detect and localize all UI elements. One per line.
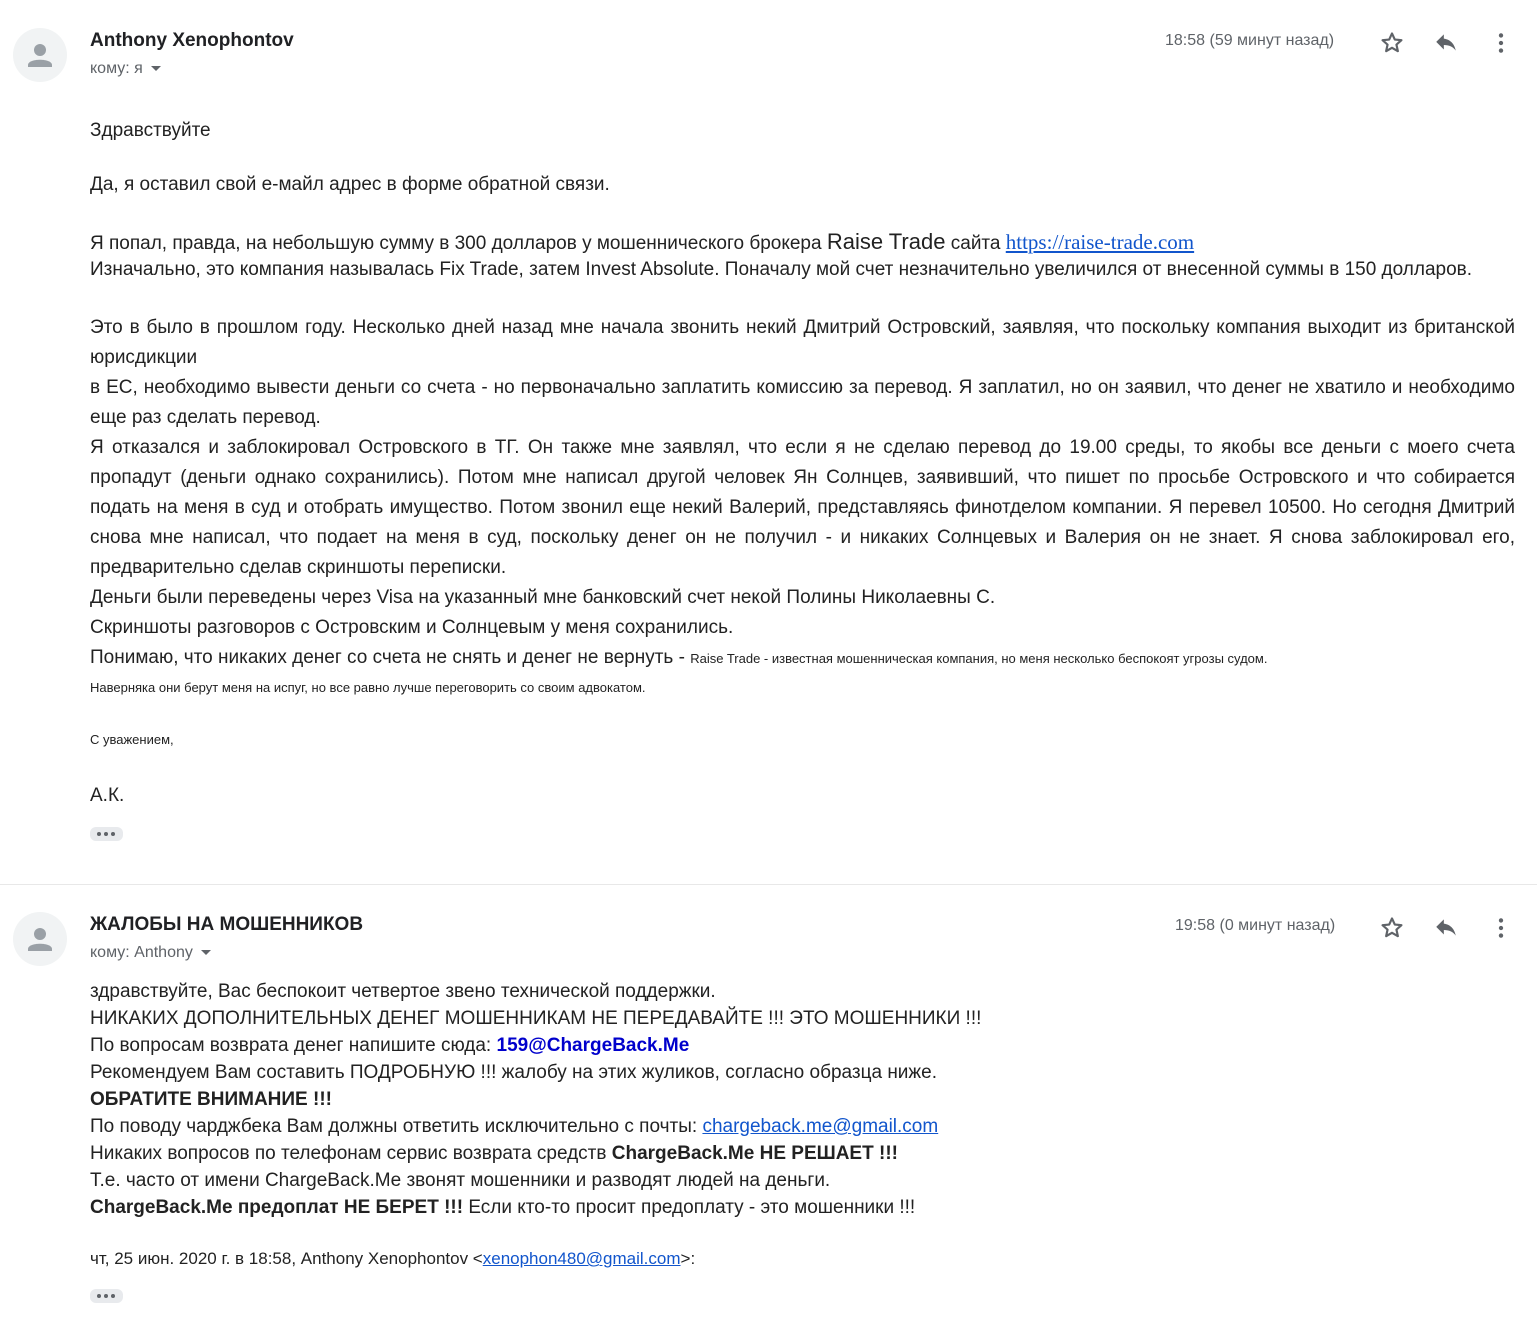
message-time: 19:58 (0 минут назад) bbox=[1175, 917, 1336, 934]
body-line: НИКАКИХ ДОПОЛНИТЕЛЬНЫХ ДЕНЕГ МОШЕННИКАМ НЕ ПЕРЕДАВАЙТЕ !!! ЭТО МОШЕННИКИ !!! bbox=[90, 1008, 982, 1029]
sender-name[interactable]: ЖАЛОБЫ НА МОШЕННИКОВ bbox=[90, 914, 364, 935]
more-vert-icon[interactable] bbox=[1488, 30, 1514, 56]
body-paragraph: Я отказался и заблокировал Островского в ТГ. Он также мне заявлял, что если я не сделаю перевод до 19.00 среды, то якобы все деньги с моего счета пропадут (деньги однако сохранились). Потом мне написал другой человек Ян Солнцев, заявивший, что пишет по просьбе Островского и что собирается подать на меня в суд и отобрать имущество. Потом звонил еще некий Валерий, представляясь финотделом компании. Я перевел 10500. Но сегодня Дмитрий снова мне написал, что подает на меня в суд, поскольку денег он не получил - и никаких Солнцевых и Валерия он не знает. Я снова заблокировал его, предварительно сделав скриншоты переписки. bbox=[90, 437, 1515, 578]
body-paragraph: Скриншоты разговоров с Островским и Солнцевым у меня сохранились. bbox=[90, 617, 734, 638]
ellipsis-icon[interactable] bbox=[90, 827, 123, 841]
body-line bbox=[90, 1116, 938, 1138]
body-paragraph: в ЕС, необходимо вывести деньги со счета - но первоначально заплатить комиссию за перевод. Я заплатил, но он заявил, что денег не хватило и необходимо еще раз сделать перевод. bbox=[90, 377, 1515, 428]
body-paragraph: Изначально, это компания называлась Fix Trade, затем Invest Absolute. Поначалу мой счет незначительно увеличился от внесенной суммы в 150 долларов. bbox=[90, 259, 1473, 280]
reply-icon[interactable] bbox=[1433, 915, 1459, 941]
chevron-down-icon[interactable] bbox=[201, 950, 211, 955]
body-line bbox=[90, 1143, 898, 1165]
text-span: Понимаю, что никаких денег со счета не снять и денег не вернуть - bbox=[90, 647, 691, 668]
body-line bbox=[90, 1035, 689, 1057]
body-paragraph: Это в было в прошлом году. Несколько дней назад мне начала звонить некий Дмитрий Островский, заявляя, что поскольку компания выходит из британской юрисдикции bbox=[90, 317, 1515, 368]
greeting: Здравствуйте bbox=[90, 120, 211, 141]
email-link[interactable]: 159@ChargeBack.Me bbox=[496, 1035, 690, 1056]
recipient-line[interactable] bbox=[90, 944, 211, 962]
more-vert-icon[interactable] bbox=[1488, 915, 1514, 941]
sender-name[interactable]: Anthony Xenophontov bbox=[90, 30, 294, 51]
email-link[interactable]: chargeback.me@gmail.com bbox=[702, 1116, 939, 1137]
text-span: >: bbox=[680, 1249, 696, 1268]
text-span: Raise Trade - известная мошенническая компания, но меня несколько беспокоят угрозы судом. bbox=[690, 651, 1268, 666]
star-icon[interactable] bbox=[1379, 30, 1405, 56]
brand-name: Raise Trade bbox=[826, 229, 946, 254]
text-span: Никаких вопросов по телефонам сервис возврата средств bbox=[90, 1143, 612, 1164]
body-paragraph bbox=[90, 229, 1194, 255]
closing: С уважением, bbox=[90, 732, 174, 747]
recipient-text: кому: Anthony bbox=[90, 944, 193, 961]
text-span: По вопросам возврата денег напишите сюда: bbox=[90, 1035, 497, 1056]
recipient-text: кому: я bbox=[90, 60, 143, 77]
reply-icon[interactable] bbox=[1433, 30, 1459, 56]
chevron-down-icon[interactable] bbox=[151, 66, 161, 71]
text-span: ChargeBack.Me предоплат НЕ БЕРЕТ !!! bbox=[90, 1197, 464, 1218]
body-line bbox=[90, 1197, 915, 1219]
text-span: чт, 25 июн. 2020 г. в 18:58, Anthony Xenophontov < bbox=[90, 1249, 483, 1268]
text-span: сайта bbox=[945, 233, 1006, 254]
text-span: ChargeBack.Me НЕ РЕШАЕТ !!! bbox=[611, 1143, 898, 1164]
star-icon[interactable] bbox=[1379, 915, 1405, 941]
email-link[interactable]: xenophon480@gmail.com bbox=[482, 1249, 681, 1268]
message-time: 18:58 (59 минут назад) bbox=[1165, 32, 1335, 49]
quote-header bbox=[90, 1249, 695, 1269]
sender-avatar[interactable] bbox=[13, 28, 67, 82]
body-paragraph: Деньги были переведены через Visa на указанный мне банковский счет некой Полины Николаевны С. bbox=[90, 587, 996, 608]
body-paragraph: Да, я оставил свой е-майл адрес в форме обратной связи. bbox=[90, 174, 610, 195]
text-span: Я попал, правда, на небольшую сумму в 300 долларов у мошеннического брокера bbox=[90, 233, 827, 254]
body-paragraph bbox=[90, 647, 1267, 669]
person-icon bbox=[13, 912, 67, 966]
sender-avatar[interactable] bbox=[13, 912, 67, 966]
website-link[interactable]: https://raise-trade.com bbox=[1005, 230, 1195, 254]
body-line: здравствуйте, Вас беспокоит четвертое звено технической поддержки. bbox=[90, 981, 716, 1002]
recipient-line[interactable] bbox=[90, 60, 161, 78]
person-icon bbox=[13, 28, 67, 82]
body-paragraph: Наверняка они берут меня на испуг, но все равно лучше переговорить со своим адвокатом. bbox=[90, 680, 646, 695]
email-message-2 bbox=[0, 885, 1537, 1342]
warning-heading: ОБРАТИТЕ ВНИМАНИЕ !!! bbox=[90, 1089, 332, 1110]
text-span: По поводу чарджбека Вам должны ответить исключительно с почты: bbox=[90, 1116, 703, 1137]
ellipsis-icon[interactable] bbox=[90, 1289, 123, 1303]
body-line: Рекомендуем Вам составить ПОДРОБНУЮ !!! жалобу на этих жуликов, согласно образца ниже. bbox=[90, 1062, 937, 1083]
body-line: Т.е. часто от имени ChargeBack.Me звонят мошенники и разводят людей на деньги. bbox=[90, 1170, 831, 1191]
signature: А.К. bbox=[90, 785, 125, 806]
text-span: Если кто-то просит предоплату - это мошенники !!! bbox=[463, 1197, 916, 1218]
